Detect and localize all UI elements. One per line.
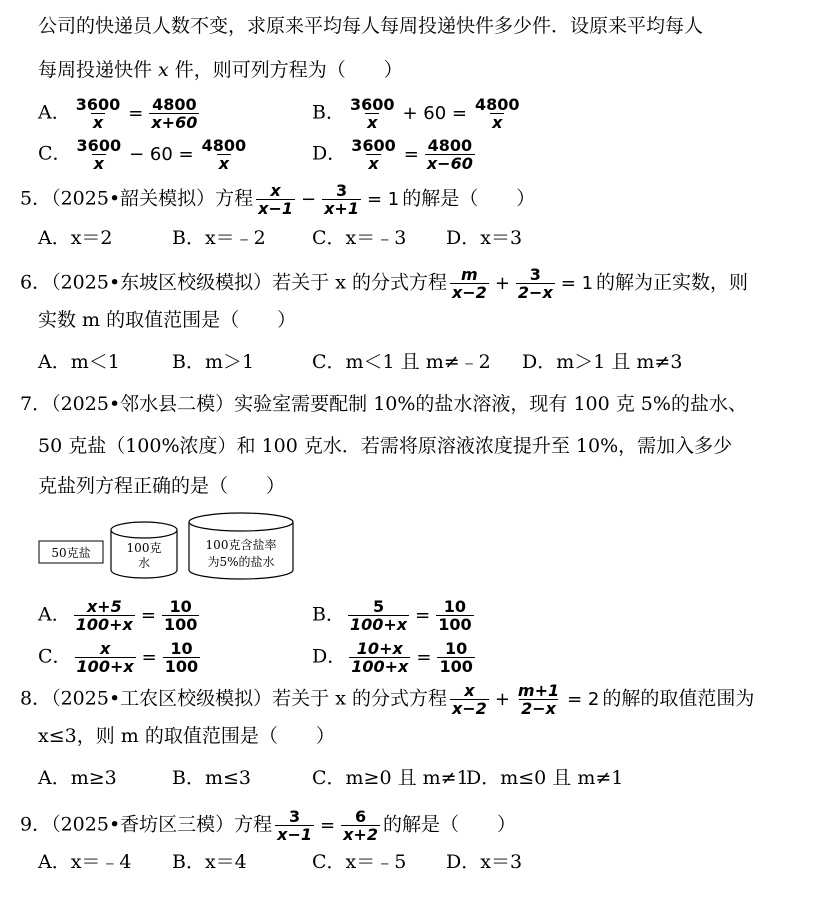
- q9-option-b[interactable]: B．x＝4: [172, 851, 247, 873]
- fraction: $\frac{x}{100+x}$: [76, 639, 134, 676]
- q8-option-b[interactable]: B．m≤3: [172, 767, 251, 789]
- fraction: $\frac{m}{x-2}$: [451, 265, 487, 302]
- q8-stem-line-2: x≤3，则 m 的取值范围是（ ）: [38, 725, 335, 747]
- q7-stem-line-2: 50 克盐（100%浓度）和 100 克水．若需将原溶液浓度提升至 10%，需加入多少: [38, 435, 733, 457]
- q6-stem: 6．（2025•东坡区校级模拟）若关于 x 的分式方程 $\frac{m}{x-2}$ + $\frac{3}{2-x}$ = 1 的解为正实数，则: [20, 265, 749, 302]
- q6-option-b[interactable]: B．m＞1: [172, 351, 255, 373]
- fraction: $\frac{m+1}{2-x}$: [517, 681, 560, 718]
- q5-option-b[interactable]: B．x＝﹣2: [172, 227, 266, 249]
- salt-box-label: 50克盐: [51, 546, 91, 560]
- q7-option-b[interactable]: B． $\frac{5}{100+x}$ = $\frac{10}{100}$: [312, 597, 472, 634]
- fraction: $\frac{5}{100+x}$: [349, 597, 408, 634]
- q8-stem: 8．（2025•工农区校级模拟）若关于 x 的分式方程 $\frac{x}{x-2}$ + $\frac{m+1}{2-x}$ = 2 的解的取值范围为: [20, 681, 755, 718]
- water-cylinder: [111, 522, 177, 578]
- fraction: $\frac{3}{2-x}$: [517, 265, 553, 302]
- fraction: $\frac{10+x}{100+x}$: [351, 639, 409, 676]
- fraction: $\frac{10}{100}$: [438, 597, 472, 634]
- fraction: $\frac{4800}{x+60}$: [151, 95, 198, 132]
- q9-option-d[interactable]: D．x＝3: [446, 851, 523, 873]
- q7-option-a[interactable]: A． $\frac{x+5}{100+x}$ = $\frac{10}{100}$: [38, 597, 198, 634]
- q8-option-d[interactable]: D．m≤0 且 m≠1: [466, 767, 624, 789]
- q8-option-a[interactable]: A．m≥3: [38, 767, 117, 789]
- salt-water-label-2: 为5%的盐水: [207, 555, 275, 569]
- fraction: $\frac{10}{100}$: [164, 639, 199, 676]
- q7-option-c[interactable]: C． $\frac{x}{100+x}$ = $\frac{10}{100}$: [38, 639, 199, 676]
- fraction: $\frac{10}{100}$: [439, 639, 473, 676]
- salt-water-label-1: 100克含盐率: [205, 538, 277, 552]
- fraction: $\frac{x}{x-1}$: [258, 181, 294, 218]
- water-label-2: 水: [137, 556, 151, 570]
- q9-option-c[interactable]: C．x＝﹣5: [312, 851, 407, 873]
- q7-stem-line-1: 7．（2025•邻水县二模）实验室需要配制 10%的盐水溶液，现有 100 克 5%的盐水、: [20, 393, 747, 415]
- fraction: $\frac{3600}{x}$: [76, 136, 122, 173]
- fraction: $\frac{6}{x+2}$: [343, 807, 378, 844]
- fraction: $\frac{4800}{x}$: [475, 95, 520, 132]
- fraction: $\frac{3}{x+1}$: [324, 181, 359, 218]
- q4-option-c[interactable]: C． $\frac{3600}{x}$ − 60 = $\frac{4800}{x}$: [38, 136, 247, 173]
- q5-option-a[interactable]: A．x＝2: [38, 227, 113, 249]
- q5-option-d[interactable]: D．x＝3: [446, 227, 523, 249]
- intro-line-1: 公司的快递员人数不变，求原来平均每人每周投递快件多少件．设原来平均每人: [38, 15, 704, 37]
- fraction: $\frac{3600}{x}$: [75, 95, 121, 132]
- fraction: $\frac{x+5}{100+x}$: [75, 597, 133, 634]
- salt-water-cylinder: [189, 513, 293, 579]
- water-label-1: 100克: [126, 541, 162, 555]
- q6-option-c[interactable]: C．m＜1 且 m≠﹣2: [312, 351, 491, 373]
- q7-stem-line-3: 克盐列方程正确的是（ ）: [38, 475, 286, 497]
- q9-option-a[interactable]: A．x＝﹣4: [38, 851, 132, 873]
- q6-stem-line-2: 实数 m 的取值范围是（ ）: [38, 309, 297, 331]
- fraction: $\frac{3600}{x}$: [351, 136, 396, 173]
- fraction: $\frac{3600}{x}$: [349, 95, 395, 132]
- q6-option-d[interactable]: D．m＞1 且 m≠3: [522, 351, 683, 373]
- q5-option-c[interactable]: C．x＝﹣3: [312, 227, 407, 249]
- fraction: $\frac{4800}{x}$: [201, 136, 247, 173]
- q7-figure: [36, 510, 298, 589]
- q4-option-d[interactable]: D． $\frac{3600}{x}$ = $\frac{4800}{x-60}$: [312, 136, 473, 173]
- q5-stem: 5．（2025•韶关模拟）方程 $\frac{x}{x-1}$ − $\frac{3}{x+1}$ = 1 的解是（ ）: [20, 181, 536, 218]
- fraction: $\frac{4800}{x-60}$: [426, 136, 473, 173]
- q8-option-c[interactable]: C．m≥0 且 m≠1: [312, 767, 469, 789]
- fraction: $\frac{3}{x-1}$: [277, 807, 313, 844]
- q9-stem: 9．（2025•香坊区三模）方程 $\frac{3}{x-1}$ = $\frac{6}{x+2}$ 的解是（ ）: [20, 807, 516, 844]
- fraction: $\frac{10}{100}$: [163, 597, 198, 634]
- q4-option-a[interactable]: A． $\frac{3600}{x}$ = $\frac{4800}{x+60}$: [38, 95, 198, 132]
- salt-water-illustration: [36, 510, 298, 584]
- q6-option-a[interactable]: A．m＜1: [38, 351, 120, 373]
- q4-option-b[interactable]: B． $\frac{3600}{x}$ + 60 = $\frac{4800}{x}$: [312, 95, 520, 132]
- intro-line-2: 每周投递快件 x 件，则可列方程为（ ）: [38, 59, 403, 81]
- fraction: $\frac{x}{x-2}$: [451, 681, 487, 718]
- q7-option-d[interactable]: D． $\frac{10+x}{100+x}$ = $\frac{10}{100}$: [312, 639, 473, 676]
